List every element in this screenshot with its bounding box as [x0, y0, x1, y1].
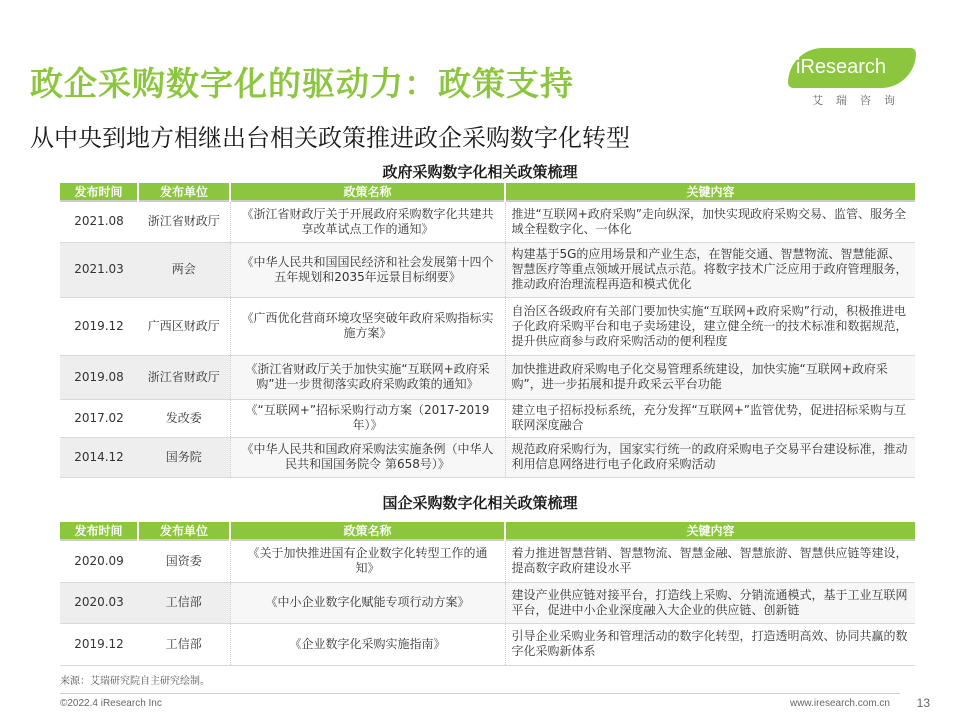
- table-row: [60, 437, 915, 477]
- content-cell: 着力推进智慧营销、智慧物流、智慧金融、智慧旅游、智慧供应链等建设，提高数字政府建设水平: [505, 540, 915, 582]
- column-header: 发布单位: [138, 522, 230, 540]
- unit-cell: 工信部: [138, 623, 230, 665]
- unit-cell: 两会: [138, 242, 230, 297]
- policy-name-cell: 《中小企业数字化赋能专项行动方案》: [230, 582, 505, 623]
- policy-name-cell: 《中华人民共和国政府采购法实施条例（中华人民共和国国务院令 第658号）》: [230, 437, 505, 477]
- unit-cell: 工信部: [138, 582, 230, 623]
- date-cell: 2014.12: [60, 437, 138, 477]
- policy-name-cell: 《浙江省财政厅关于加快实施“互联网+政府采购”进一步贯彻落实政府采购政策的通知》: [230, 355, 505, 399]
- gov-table-title: 政府采购数字化相关政策梳理: [382, 163, 578, 181]
- page-number: 13: [916, 696, 930, 710]
- date-cell: 2021.08: [60, 201, 138, 242]
- content-cell: 建设产业供应链对接平台，打造线上采购、分销流通模式，基于工业互联网平台，促进中小企业深度融入大企业的供应链、创新链: [505, 582, 915, 623]
- date-cell: 2019.12: [60, 297, 138, 355]
- table-row: [60, 582, 915, 623]
- unit-cell: 国务院: [138, 437, 230, 477]
- column-header: 发布时间: [60, 522, 138, 540]
- unit-cell: 国资委: [138, 540, 230, 582]
- table-row: [60, 355, 915, 399]
- table-header-row: [60, 522, 915, 540]
- website-link[interactable]: www.iresearch.com.cn: [789, 698, 890, 709]
- table-row: [60, 201, 915, 242]
- unit-cell: 浙江省财政厅: [138, 201, 230, 242]
- soe-table-title: 国企采购数字化相关政策梳理: [382, 494, 578, 512]
- content-cell: 引导企业采购业务和管理活动的数字化转型，打造透明高效、协同共赢的数字化采购新体系: [505, 623, 915, 665]
- policy-name-cell: 《企业数字化采购实施指南》: [230, 623, 505, 665]
- date-cell: 2019.12: [60, 623, 138, 665]
- unit-cell: 广西区财政厅: [138, 297, 230, 355]
- date-cell: 2019.08: [60, 355, 138, 399]
- date-cell: 2021.03: [60, 242, 138, 297]
- policy-name-cell: 《“互联网+”招标采购行动方案（2017-2019年）》: [230, 399, 505, 437]
- source-note: 来源：艾瑞研究院自主研究绘制。: [60, 676, 210, 687]
- column-header: 关键内容: [505, 183, 915, 201]
- unit-cell: 发改委: [138, 399, 230, 437]
- table-header-row: [60, 183, 915, 201]
- content-cell: 规范政府采购行为，国家实行统一的政府采购电子交易平台建设标准，推动利用信息网络进行电子化政府采购活动: [505, 437, 915, 477]
- copyright: ©2022.4 iResearch Inc: [60, 698, 162, 709]
- content-cell: 加快推进政府采购电子化交易管理系统建设，加快实施“互联网+政府采购”，进一步拓展和提升政采云平台功能: [505, 355, 915, 399]
- content-cell: 推进“互联网+政府采购”走向纵深，加快实现政府采购交易、监管、服务全域全程数字化、一体化: [505, 201, 915, 242]
- soe-policy-table: [60, 522, 915, 666]
- footer-divider: [60, 693, 900, 694]
- unit-cell: 浙江省财政厅: [138, 355, 230, 399]
- logo-cn-text: 艾瑞咨询: [812, 94, 908, 107]
- policy-name-cell: 《广西优化营商环境攻坚突破年政府采购指标实施方案》: [230, 297, 505, 355]
- column-header: 政策名称: [230, 183, 505, 201]
- table-row: [60, 623, 915, 665]
- column-header: 发布单位: [138, 183, 230, 201]
- policy-name-cell: 《中华人民共和国国民经济和社会发展第十四个五年规划和2035年远景目标纲要》: [230, 242, 505, 297]
- date-cell: 2020.09: [60, 540, 138, 582]
- column-header: 发布时间: [60, 183, 138, 201]
- table-row: [60, 540, 915, 582]
- page-title: 政企采购数字化的驱动力：政策支持: [30, 64, 574, 103]
- column-header: 关键内容: [505, 522, 915, 540]
- date-cell: 2017.02: [60, 399, 138, 437]
- content-cell: 自治区各级政府有关部门要加快实施“互联网+政府采购”行动，积极推进电子化政府采购平台和电子卖场建设，建立健全统一的技术标准和数据规范，提升供应商参与政府采购活动的便利程度: [505, 297, 915, 355]
- table-row: [60, 242, 915, 297]
- gov-policy-table: [60, 183, 915, 478]
- policy-name-cell: 《关于加快推进国有企业数字化转型工作的通知》: [230, 540, 505, 582]
- column-header: 政策名称: [230, 522, 505, 540]
- policy-name-cell: 《浙江省财政厅关于开展政府采购数字化共建共享改革试点工作的通知》: [230, 201, 505, 242]
- table-row: [60, 399, 915, 437]
- iresearch-logo: [788, 48, 918, 108]
- content-cell: 建立电子招标投标系统，充分发挥“互联网+”监管优势，促进招标采购与互联网深度融合: [505, 399, 915, 437]
- content-cell: 构建基于5G的应用场景和产业生态，在智能交通、智慧物流、智慧能源、智慧医疗等重点领域开展试点示范。将数字技术广泛应用于政府管理服务，推动政府治理流程再造和模式优化: [505, 242, 915, 297]
- page-subtitle: 从中央到地方相继出台相关政策推进政企采购数字化转型: [30, 124, 630, 152]
- table-row: [60, 297, 915, 355]
- date-cell: 2020.03: [60, 582, 138, 623]
- logo-text: iResearch: [796, 56, 887, 78]
